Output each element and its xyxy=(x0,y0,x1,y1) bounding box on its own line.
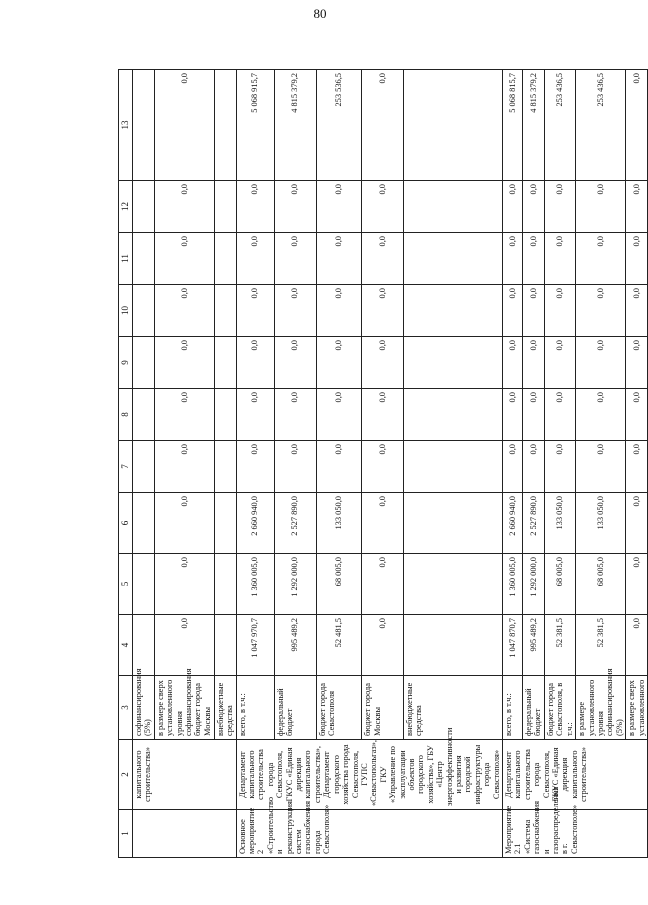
value-cell: 0,0 xyxy=(316,181,362,233)
value-cell: 5 068 815,7 xyxy=(503,70,523,181)
value-cell: 0,0 xyxy=(236,181,274,233)
col-num-1: 1 xyxy=(119,810,133,858)
page-number: 80 xyxy=(313,6,327,21)
value-cell: 0,0 xyxy=(362,285,404,337)
funding-source-cell: всего, в т.ч.: xyxy=(236,676,274,740)
value-cell: 0,0 xyxy=(316,389,362,441)
value-cell: 0,0 xyxy=(154,181,214,233)
value-cell: 0,0 xyxy=(154,337,214,389)
value-cell: 0,0 xyxy=(274,337,316,389)
value-cell: 0,0 xyxy=(503,285,523,337)
table-row xyxy=(626,70,648,858)
value-cell xyxy=(404,285,503,337)
value-cell: 5 068 915,7 xyxy=(236,70,274,181)
value-cell: 0,0 xyxy=(503,181,523,233)
table-row xyxy=(154,70,214,858)
value-cell: 68 005,0 xyxy=(316,554,362,615)
value-cell: 0,0 xyxy=(362,615,404,676)
value-cell xyxy=(133,181,155,233)
value-cell: 0,0 xyxy=(316,233,362,285)
table-row xyxy=(214,70,236,858)
value-cell: 0,0 xyxy=(576,389,626,441)
value-cell: 52 381,5 xyxy=(545,615,576,676)
value-cell: 0,0 xyxy=(503,337,523,389)
table-row xyxy=(503,70,523,858)
funding-source-cell: в размере сверх установленного xyxy=(626,676,648,740)
value-cell: 2 527 890,0 xyxy=(523,493,545,554)
value-cell xyxy=(214,554,236,615)
value-cell: 1 047 970,7 xyxy=(236,615,274,676)
value-cell: 0,0 xyxy=(362,389,404,441)
value-cell: 0,0 xyxy=(154,70,214,181)
funding-source-cell: бюджет города Севастополя xyxy=(316,676,362,740)
event-name-cell: Основное мероприятие 2 «Строительство и реконструкция систем газоснабжения города Севастополя» xyxy=(236,810,502,858)
value-cell: 0,0 xyxy=(545,389,576,441)
table-row xyxy=(236,70,274,858)
col-num-5: 5 xyxy=(119,554,133,615)
value-cell: 4 815 379,2 xyxy=(523,70,545,181)
value-cell: 0,0 xyxy=(362,554,404,615)
value-cell xyxy=(214,493,236,554)
value-cell: 0,0 xyxy=(362,493,404,554)
value-cell xyxy=(133,493,155,554)
value-cell: 0,0 xyxy=(545,181,576,233)
col-num-12: 12 xyxy=(119,181,133,233)
value-cell xyxy=(404,441,503,493)
value-cell: 133 050,0 xyxy=(576,493,626,554)
value-cell: 0,0 xyxy=(545,233,576,285)
table-row xyxy=(545,70,576,858)
value-cell: 253 436,5 xyxy=(576,70,626,181)
value-cell: 0,0 xyxy=(626,493,648,554)
value-cell xyxy=(214,441,236,493)
event-name-cell xyxy=(133,810,237,858)
value-cell: 995 489,2 xyxy=(274,615,316,676)
value-cell: 0,0 xyxy=(316,285,362,337)
value-cell: 0,0 xyxy=(545,337,576,389)
table-row xyxy=(523,70,545,858)
value-cell: 0,0 xyxy=(576,233,626,285)
value-cell: 68 005,0 xyxy=(576,554,626,615)
value-cell: 133 050,0 xyxy=(545,493,576,554)
value-cell xyxy=(214,389,236,441)
value-cell: 1 360 005,0 xyxy=(503,554,523,615)
col-num-11: 11 xyxy=(119,233,133,285)
value-cell: 0,0 xyxy=(274,441,316,493)
table-region xyxy=(118,70,646,858)
table-row xyxy=(274,70,316,858)
value-cell: 0,0 xyxy=(362,441,404,493)
col-num-7: 7 xyxy=(119,441,133,493)
value-cell: 0,0 xyxy=(154,493,214,554)
value-cell: 0,0 xyxy=(236,389,274,441)
value-cell: 0,0 xyxy=(362,337,404,389)
value-cell: 4 815 379,2 xyxy=(274,70,316,181)
value-cell: 2 660 940,0 xyxy=(236,493,274,554)
value-cell xyxy=(133,233,155,285)
funding-source-cell: федеральный бюджет xyxy=(523,676,545,740)
value-cell: 133 050,0 xyxy=(316,493,362,554)
value-cell: 0,0 xyxy=(236,233,274,285)
col-num-13: 13 xyxy=(119,70,133,181)
funding-source-cell: софинансирования (5%) xyxy=(133,676,155,740)
value-cell xyxy=(404,615,503,676)
value-cell: 995 489,2 xyxy=(523,615,545,676)
funding-source-cell: всего, в т.ч.: xyxy=(503,676,523,740)
value-cell: 0,0 xyxy=(545,441,576,493)
col-num-4: 4 xyxy=(119,615,133,676)
value-cell: 0,0 xyxy=(626,337,648,389)
value-cell: 2 660 940,0 xyxy=(503,493,523,554)
value-cell: 0,0 xyxy=(362,233,404,285)
value-cell: 1 292 000,0 xyxy=(523,554,545,615)
col-num-8: 8 xyxy=(119,389,133,441)
value-cell xyxy=(404,233,503,285)
value-cell: 0,0 xyxy=(154,615,214,676)
funding-source-cell: в размере установленного уровня софинансирования (5%) xyxy=(576,676,626,740)
value-cell xyxy=(214,615,236,676)
funding-source-cell: в размере сверх установленного уровня софинансирования бюджет города Москвы xyxy=(154,676,214,740)
value-cell: 1 047 870,7 xyxy=(503,615,523,676)
value-cell: 0,0 xyxy=(154,233,214,285)
executor-cell: Департамент капитального строительства города Севастополя, ГКУС «Единая дирекция капитального строительства» xyxy=(503,740,648,810)
value-cell: 0,0 xyxy=(236,441,274,493)
value-cell xyxy=(214,181,236,233)
value-cell: 0,0 xyxy=(316,441,362,493)
value-cell xyxy=(133,441,155,493)
value-cell: 0,0 xyxy=(316,337,362,389)
value-cell: 0,0 xyxy=(626,554,648,615)
col-num-10: 10 xyxy=(119,285,133,337)
value-cell: 0,0 xyxy=(154,554,214,615)
value-cell: 68 005,0 xyxy=(545,554,576,615)
value-cell: 2 527 890,0 xyxy=(274,493,316,554)
value-cell: 0,0 xyxy=(576,337,626,389)
value-cell: 52 381,5 xyxy=(576,615,626,676)
value-cell: 0,0 xyxy=(503,389,523,441)
value-cell xyxy=(404,70,503,181)
value-cell: 0,0 xyxy=(274,181,316,233)
value-cell: 0,0 xyxy=(503,441,523,493)
value-cell: 253 536,5 xyxy=(316,70,362,181)
value-cell xyxy=(404,554,503,615)
value-cell: 0,0 xyxy=(626,441,648,493)
value-cell: 0,0 xyxy=(154,285,214,337)
value-cell xyxy=(404,493,503,554)
value-cell: 0,0 xyxy=(523,285,545,337)
value-cell: 0,0 xyxy=(362,181,404,233)
value-cell: 0,0 xyxy=(523,441,545,493)
value-cell xyxy=(214,337,236,389)
value-cell xyxy=(404,337,503,389)
value-cell: 0,0 xyxy=(576,285,626,337)
column-number-row xyxy=(119,70,133,858)
value-cell: 0,0 xyxy=(626,285,648,337)
value-cell xyxy=(133,285,155,337)
value-cell xyxy=(214,70,236,181)
value-cell: 1 292 000,0 xyxy=(274,554,316,615)
value-cell: 0,0 xyxy=(154,389,214,441)
value-cell: 253 436,5 xyxy=(545,70,576,181)
value-cell: 0,0 xyxy=(545,285,576,337)
value-cell xyxy=(133,554,155,615)
rotated-table-container xyxy=(118,70,646,858)
table-row xyxy=(362,70,404,858)
col-num-6: 6 xyxy=(119,493,133,554)
table-row xyxy=(316,70,362,858)
value-cell: 1 360 005,0 xyxy=(236,554,274,615)
value-cell xyxy=(214,233,236,285)
value-cell: 0,0 xyxy=(523,181,545,233)
event-name-cell: Мероприятие 2.1 «Система газоснабжения и газораспределения в г. Севастополе» xyxy=(503,810,648,858)
value-cell: 0,0 xyxy=(236,337,274,389)
value-cell: 0,0 xyxy=(626,70,648,181)
value-cell: 0,0 xyxy=(274,233,316,285)
funding-source-cell: внебюджетные средства xyxy=(404,676,503,740)
executor-cell: Департамент капитального строительства города Севастополя, ГКУС «Единая дирекция капитального строительства», Департамент городского хозяйства города Севастополя, ГУПС «Севастопольгаз», ГКУ «Управление по эксплуатации объектов городского хозяйства», ГБУ «Центр энергоэффективности и развития городской инфраструктуры города Севастополя» xyxy=(236,740,502,810)
value-cell xyxy=(133,70,155,181)
value-cell: 0,0 xyxy=(626,181,648,233)
value-cell: 0,0 xyxy=(503,233,523,285)
value-cell: 0,0 xyxy=(626,233,648,285)
funding-source-cell: бюджет города Москвы xyxy=(362,676,404,740)
funding-source-cell: внебюджетные средства xyxy=(214,676,236,740)
table-row xyxy=(576,70,626,858)
value-cell xyxy=(214,285,236,337)
value-cell: 0,0 xyxy=(576,441,626,493)
value-cell xyxy=(404,181,503,233)
funding-source-cell: федеральный бюджет xyxy=(274,676,316,740)
col-num-3: 3 xyxy=(119,676,133,740)
value-cell: 0,0 xyxy=(523,389,545,441)
col-num-9: 9 xyxy=(119,337,133,389)
value-cell: 0,0 xyxy=(362,70,404,181)
value-cell xyxy=(404,389,503,441)
value-cell: 0,0 xyxy=(523,233,545,285)
value-cell: 0,0 xyxy=(626,389,648,441)
budget-table xyxy=(118,69,648,858)
value-cell xyxy=(133,615,155,676)
value-cell: 0,0 xyxy=(576,181,626,233)
funding-source-cell: бюджет города Севастополя, в т.ч.: xyxy=(545,676,576,740)
value-cell: 0,0 xyxy=(626,615,648,676)
value-cell xyxy=(133,337,155,389)
executor-cell: капитального строительства» xyxy=(133,740,237,810)
col-num-2: 2 xyxy=(119,740,133,810)
value-cell: 0,0 xyxy=(154,441,214,493)
value-cell: 0,0 xyxy=(274,285,316,337)
table-row xyxy=(133,70,155,858)
value-cell: 0,0 xyxy=(274,389,316,441)
value-cell xyxy=(133,389,155,441)
value-cell: 0,0 xyxy=(523,337,545,389)
value-cell: 52 481,5 xyxy=(316,615,362,676)
value-cell: 0,0 xyxy=(236,285,274,337)
